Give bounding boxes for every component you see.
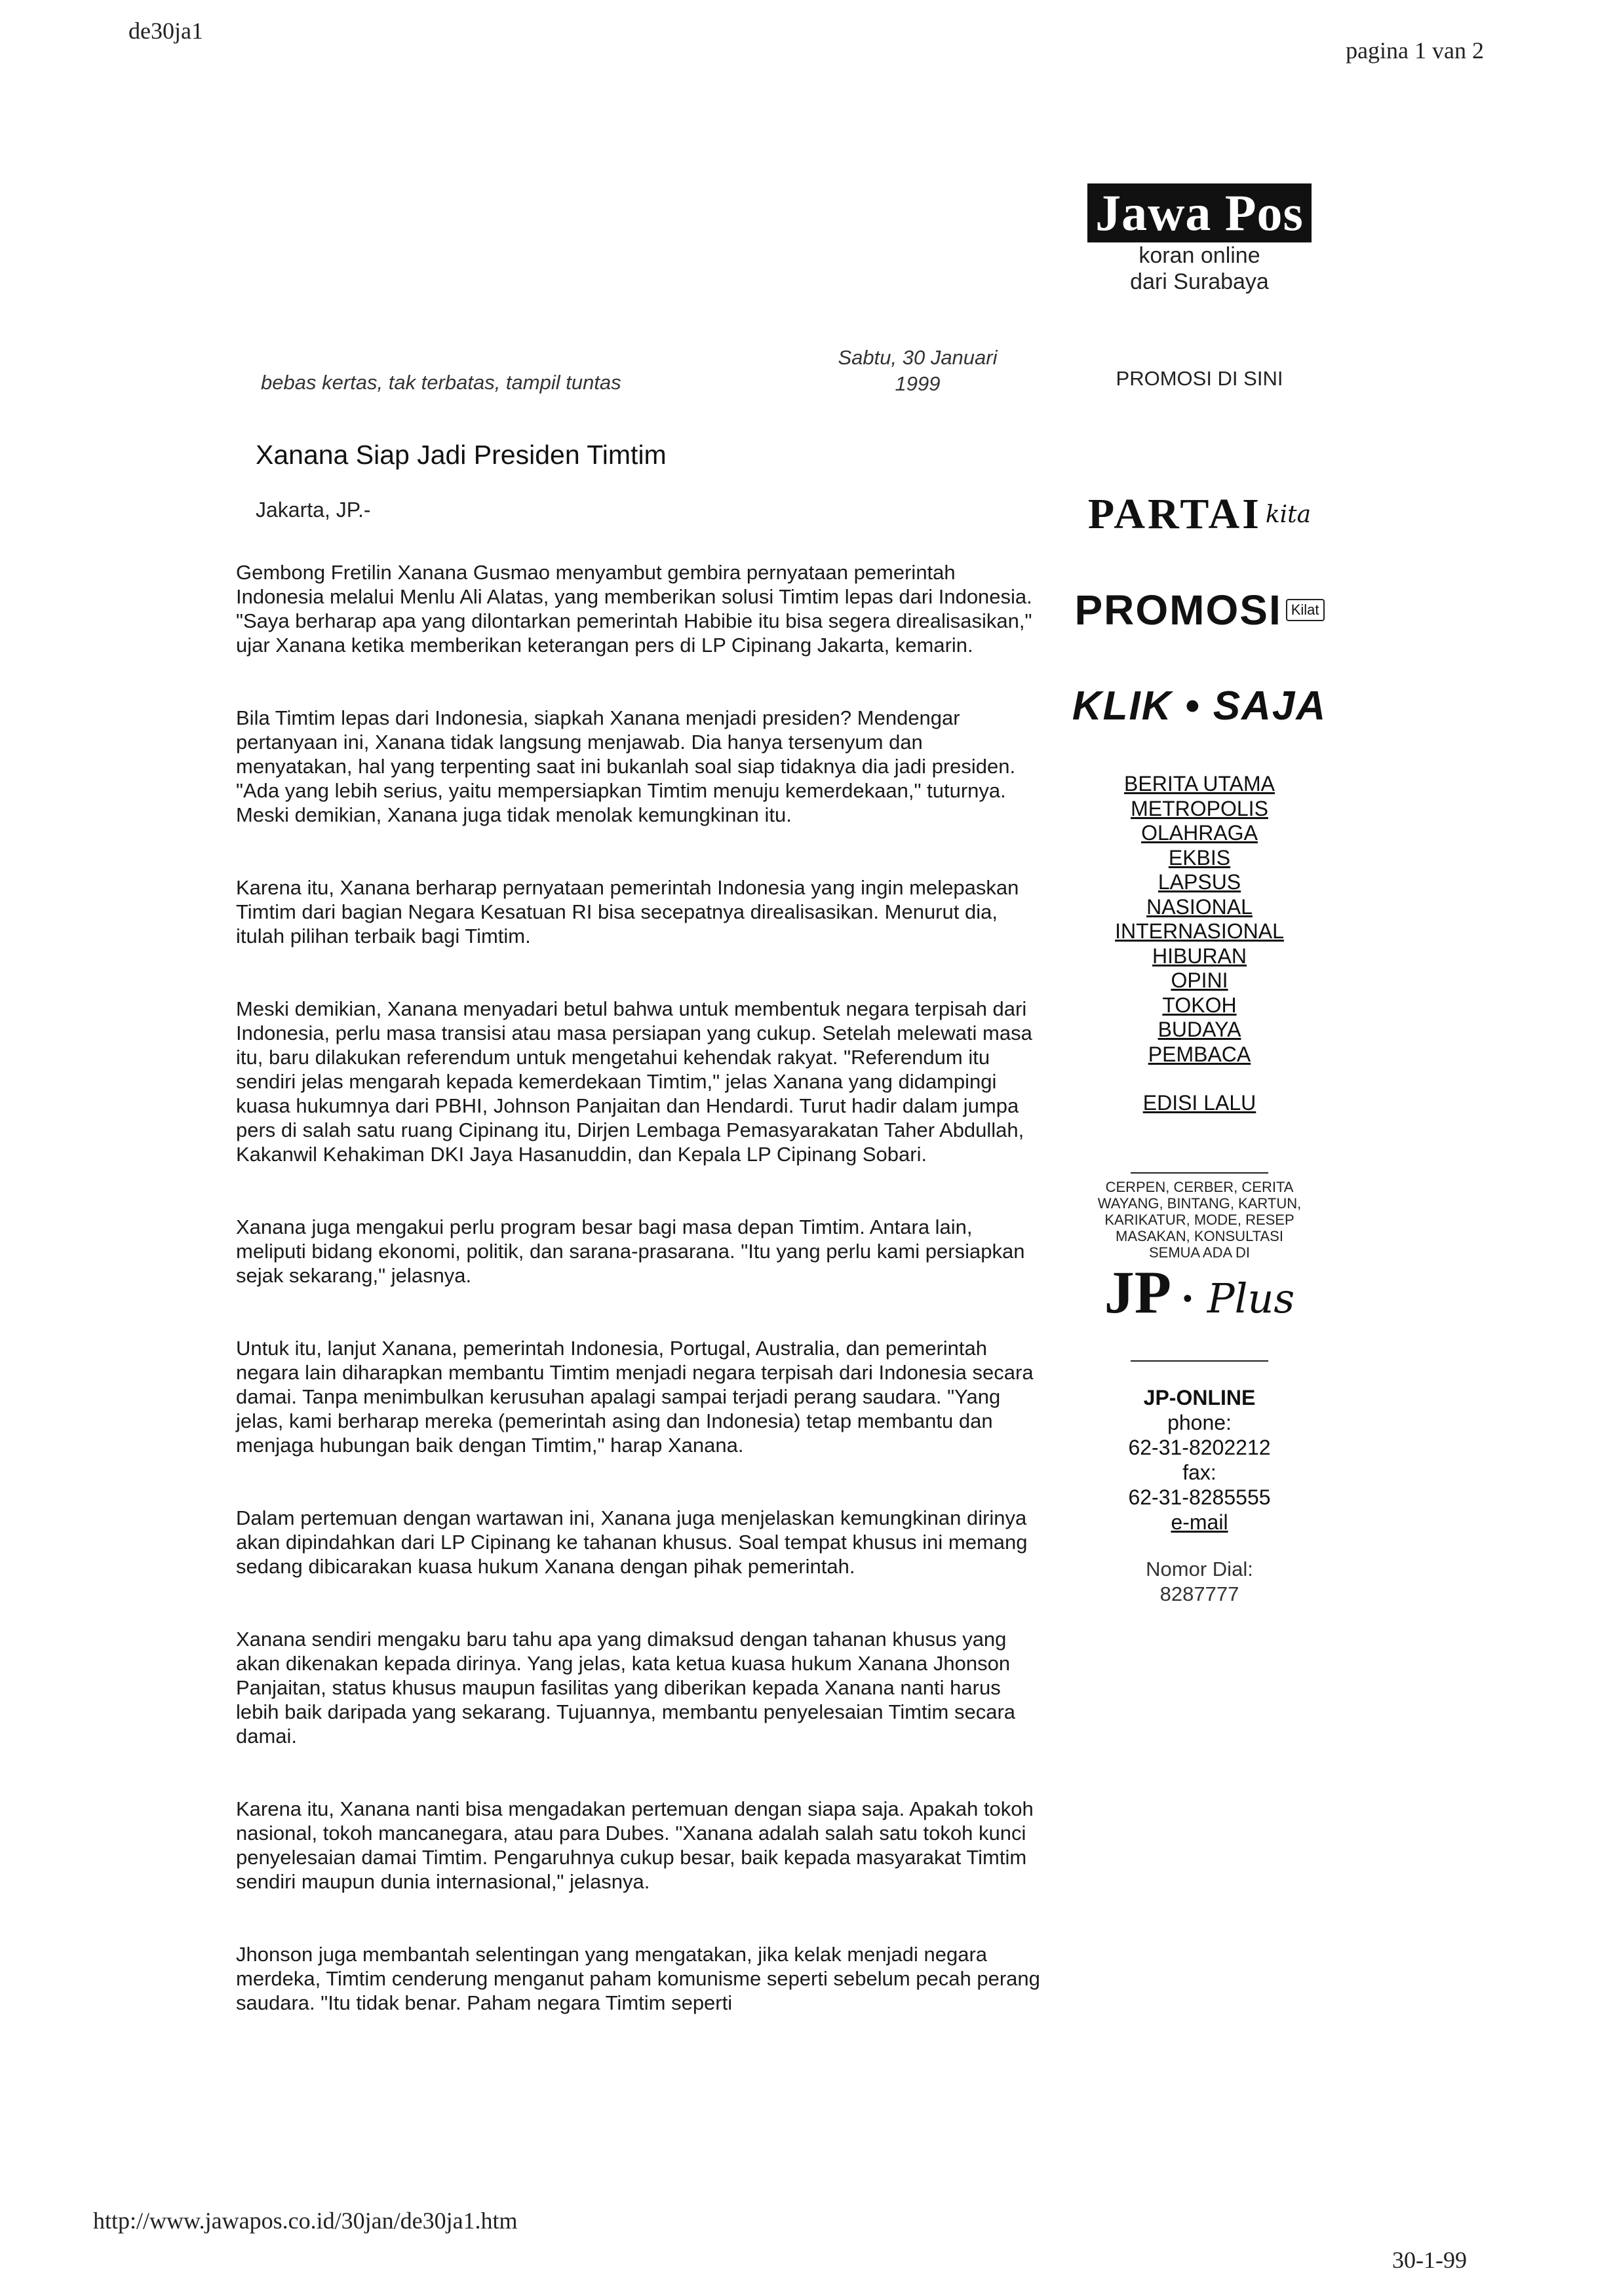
nav-link-opini[interactable]: OPINI [1171, 968, 1228, 992]
article-paragraph: Jhonson juga membantah selentingan yang mengatakan, jika kelak menjadi negara merdeka, Timtim cenderung menganut paham komunisme seperti sebelum pecah perang saudara. "Itu tidak benar. Paham negara Timtim seperti [236, 1943, 1040, 2014]
jawa-pos-logo[interactable]: Jawa Pos [1087, 183, 1312, 242]
article-paragraph: Meski demikian, Xanana menyadari betul bahwa untuk membentuk negara terpisah dari Indonesia, perlu masa transisi atau masa persiapan yang cukup. Setelah melewati masa itu, baru dilakukan referendum untuk mengetahui kehendak rakyat. "Referendum itu sendiri jelas mengarah kepada kemerdekaan Timtim," jelas Xanana yang didampingi kuasa hukumnya dari PBHI, Johnson Panjaitan dan Hendardi. Turut hadir dalam jumpa pers di salah satu ruang Cipinang itu, Dirjen Lembaga Pemasyarakatan Taher Abdullah, Kakanwil Kehakiman DKI Jaya Hasanuddin, dan Kepala LP Cipinang Sobari. [236, 997, 1032, 1166]
masthead [1049, 183, 1350, 295]
nav-link-nasional[interactable]: NASIONAL [1146, 894, 1253, 919]
jp-plus-logo[interactable] [1042, 1258, 1357, 1330]
nav-link-internasional[interactable]: INTERNASIONAL [1115, 919, 1284, 943]
article-paragraph: Karena itu, Xanana nanti bisa mengadakan pertemuan dengan siapa saja. Apakah tokoh nasional, tokoh mancanegara, atau para Dubes. "Xanana adalah salah satu tokoh kunci penyelesaian damai Timtim. Pengaruhnya cukup besar, baik kepada masyarakat Timtim sendiri maupun dunia internasional," jelasnya. [236, 1797, 1034, 1893]
nav-link-olahraga[interactable]: OLAHRAGA [1141, 821, 1258, 845]
print-header-filename: de30ja1 [128, 18, 203, 44]
article-dateline: Jakarta, JP.- [256, 498, 371, 522]
sidebar [1042, 485, 1357, 1607]
article-paragraph: Untuk itu, lanjut Xanana, pemerintah Indonesia, Portugal, Australia, dan pemerintah negara lain diharapkan membantu Timtim menjadi negara terpisah dari Indonesia secara damai. Tanpa menimbulkan kerusuhan apalagi sampai terjadi perang saudara. "Yang jelas, kami berharap mereka (pemerintah asing dan Indonesia) tetap membantu dan menjaga hubungan baik dengan Timtim," harap Xanana. [236, 1337, 1034, 1457]
jp-plus-logo-script: Plus [1207, 1274, 1295, 1322]
article-paragraph: Bila Timtim lepas dari Indonesia, siapkah Xanana menjadi presiden? Mendengar pertanyaan ini, Xanana tidak langsung menjawab. Dia hanya tersenyum dan menyatakan, hal yang terpenting saat ini bukanlah soal siap tidaknya dia jadi presiden. "Ada yang lebih serius, yaitu mempersiapkan Timtim menuju kemerdekaan," tuturnya. Meski demikian, Xanana juga tidak menolak kemungkinan itu. [236, 706, 1016, 826]
print-footer-date: 30-1-99 [1392, 2247, 1467, 2273]
contact-title: JP-ONLINE [1143, 1385, 1256, 1409]
dial-number: 8287777 [1159, 1582, 1239, 1605]
fax-number: 62-31-8285555 [1128, 1485, 1271, 1509]
promosi-banner-main: PROMOSI [1074, 586, 1282, 634]
nav-link-metropolis[interactable]: METROPOLIS [1131, 796, 1268, 820]
promosi-di-sini: PROMOSI DI SINI [1116, 367, 1283, 390]
article-paragraph: Dalam pertemuan dengan wartawan ini, Xanana juga menjelaskan kemungkinan dirinya akan dipindahkan dari LP Cipinang ke tahanan khusus. Soal tempat khusus ini memang sedang dibicarakan kuasa hukum Xanana dengan pihak pemerintah. [236, 1506, 1028, 1578]
jp-plus-logo-main: JP [1104, 1258, 1168, 1326]
nav-link-pembaca[interactable]: PEMBACA [1148, 1042, 1251, 1066]
phone-number: 62-31-8202212 [1128, 1435, 1271, 1459]
nav-link-edisi-lalu[interactable]: EDISI LALU [1142, 1091, 1256, 1115]
print-header-page-number: pagina 1 van 2 [1346, 37, 1484, 64]
partai-banner-script: kita [1265, 501, 1312, 528]
nav-link-hiburan[interactable]: HIBURAN [1152, 944, 1247, 968]
article-paragraph: Xanana juga mengakui perlu program besar bagi masa depan Timtim. Antara lain, meliputi bidang ekonomi, politik, dan sarana-prasarana. "Itu yang perlu kami persiapkan sejak sekarang," jelasnya. [236, 1215, 1025, 1287]
print-footer-url: http://www.jawapos.co.id/30jan/de30ja1.htm [93, 2208, 518, 2234]
nav-link-lapsus[interactable]: LAPSUS [1158, 870, 1241, 894]
article-paragraph: Karena itu, Xanana berharap pernyataan pemerintah Indonesia yang ingin melepaskan Timtim dari bagian Negara Kesatuan RI bisa secepatnya direalisasikan. Menurut dia, itulah pilihan terbaik bagi Timtim. [236, 876, 1019, 947]
email-link[interactable]: e-mail [1171, 1510, 1228, 1534]
nav-link-tokoh[interactable]: TOKOH [1162, 993, 1237, 1017]
jp-plus-logo-dot: • [1182, 1283, 1192, 1313]
section-nav [1042, 772, 1357, 1116]
sidebar-divider [1131, 1172, 1268, 1174]
partai-kita-banner[interactable] [1042, 485, 1357, 544]
nav-link-ekbis[interactable]: EKBIS [1168, 845, 1231, 870]
masthead-subtitle-line-2: dari Surabaya [1130, 269, 1269, 294]
article-paragraph: Xanana sendiri mengaku baru tahu apa yang dimaksud dengan tahanan khusus yang akan dikenakan kepada dirinya. Yang jelas, kata ketua kuasa hukum Xanana Jhonson Panjaitan, status khusus maupun fasilitas yang diberikan kepada Xanana nanti harus lebih baik daripada yang sekarang. Tujuannya, membantu penyelesaian Timtim secara damai. [236, 1628, 1016, 1748]
sidebar-divider [1131, 1360, 1268, 1362]
masthead-subtitle-line-1: koran online [1138, 243, 1260, 268]
partai-banner-main: PARTAI [1087, 490, 1262, 538]
klik-saja-banner[interactable]: KLIK • SAJA [1072, 683, 1327, 729]
article-headline: Xanana Siap Jadi Presiden Timtim [256, 440, 667, 470]
issue-date-year: 1999 [895, 372, 941, 395]
nav-link-budaya[interactable]: BUDAYA [1158, 1018, 1241, 1041]
fax-label: fax: [1182, 1460, 1216, 1484]
jp-plus-description: CERPEN, CERBER, CERITA WAYANG, BINTANG, KARTUN, KARIKATUR, MODE, RESEP MASAKAN, KONSULTASI SEMUA ADA DI [1097, 1178, 1302, 1261]
site-tagline: bebas kertas, tak terbatas, tampil tuntas [261, 371, 621, 394]
nav-link-berita-utama[interactable]: BERITA UTAMA [1124, 772, 1275, 795]
article-paragraph: Gembong Fretilin Xanana Gusmao menyambut gembira pernyataan pemerintah Indonesia melalui Menlu Ali Alatas, yang memberikan solusi Timtim lepas dari Indonesia. "Saya berharap apa yang dilontarkan pemerintah Habibie itu bisa segera direalisasikan," ujar Xanana ketika memberikan keterangan pers di LP Cipinang Jakarta, kemarin. [236, 561, 1032, 657]
issue-date [806, 345, 1029, 397]
article [236, 438, 1042, 2063]
contact-block [1042, 1385, 1357, 1535]
issue-date-day: Sabtu, 30 Januari [838, 346, 998, 369]
promosi-banner-tag: Kilat [1286, 599, 1325, 621]
promosi-kilat-banner[interactable] [1042, 581, 1357, 640]
dial-label: Nomor Dial: [1146, 1557, 1253, 1580]
dial-block [1042, 1557, 1357, 1607]
phone-label: phone: [1167, 1410, 1232, 1434]
